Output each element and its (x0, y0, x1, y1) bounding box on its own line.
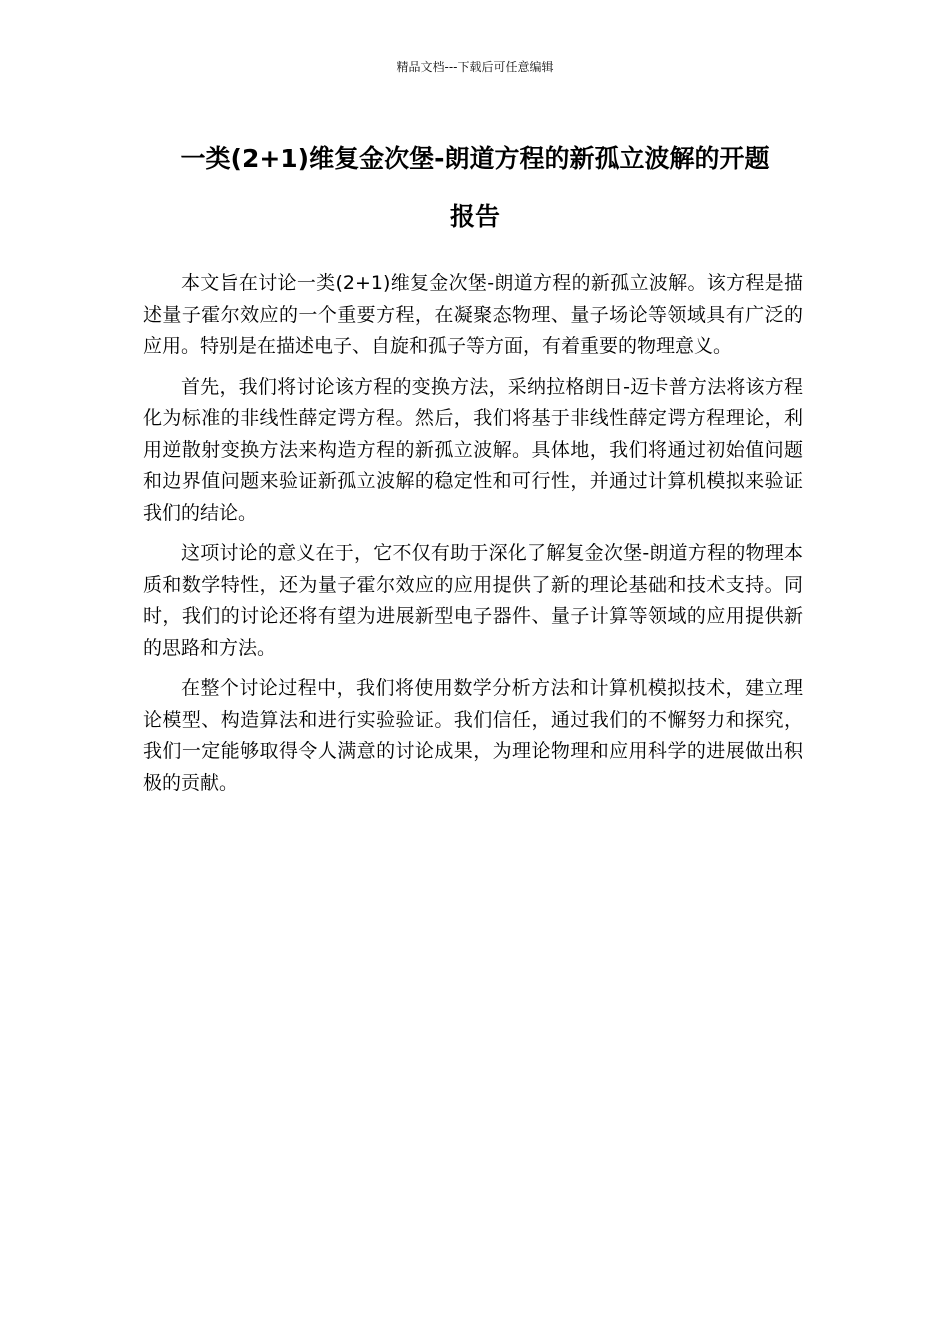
paragraph-1: 本文旨在讨论一类(2+1)维复金次堡-朗道方程的新孤立波解。该方程是描述量子霍尔效应的一个重要方程，在凝聚态物理、量子场论等领域具有广泛的应用。特别是在描述电子、自旋和孤子等方面，有着重要的物理意义。 (143, 272, 803, 357)
title-line-2: 报告 (449, 202, 500, 231)
page-header: 精品文档---下载后可任意编辑 (396, 60, 554, 74)
paragraph-4: 在整个讨论过程中，我们将使用数学分析方法和计算机模拟技术，建立理论模型、构造算法和进行实验验证。我们信任，通过我们的不懈努力和探究，我们一定能够取得令人满意的讨论成果，为理论物理和应用科学的进展做出积极的贡献。 (143, 677, 803, 794)
paragraph-2: 首先，我们将讨论该方程的变换方法，采纳拉格朗日-迈卡普方法将该方程化为标准的非线性薛定谔方程。然后，我们将基于非线性薛定谔方程理论，利用逆散射变换方法来构造方程的新孤立波解。具体地，我们将通过初始值问题和边界值问题来验证新孤立波解的稳定性和可行性，并通过计算机模拟来验证我们的结论。 (143, 375, 803, 524)
document-title (120, 130, 830, 246)
paragraph-3: 这项讨论的意义在于，它不仅有助于深化了解复金次堡-朗道方程的物理本质和数学特性，还为量子霍尔效应的应用提供了新的理论基础和技术支持。同时，我们的讨论还将有望为进展新型电子器件、量子计算等领域的应用提供新的思路和方法。 (143, 542, 803, 659)
title-line-1: 一类(2+1)维复金次堡-朗道方程的新孤立波解的开题 (180, 144, 770, 173)
document-body (143, 268, 803, 808)
